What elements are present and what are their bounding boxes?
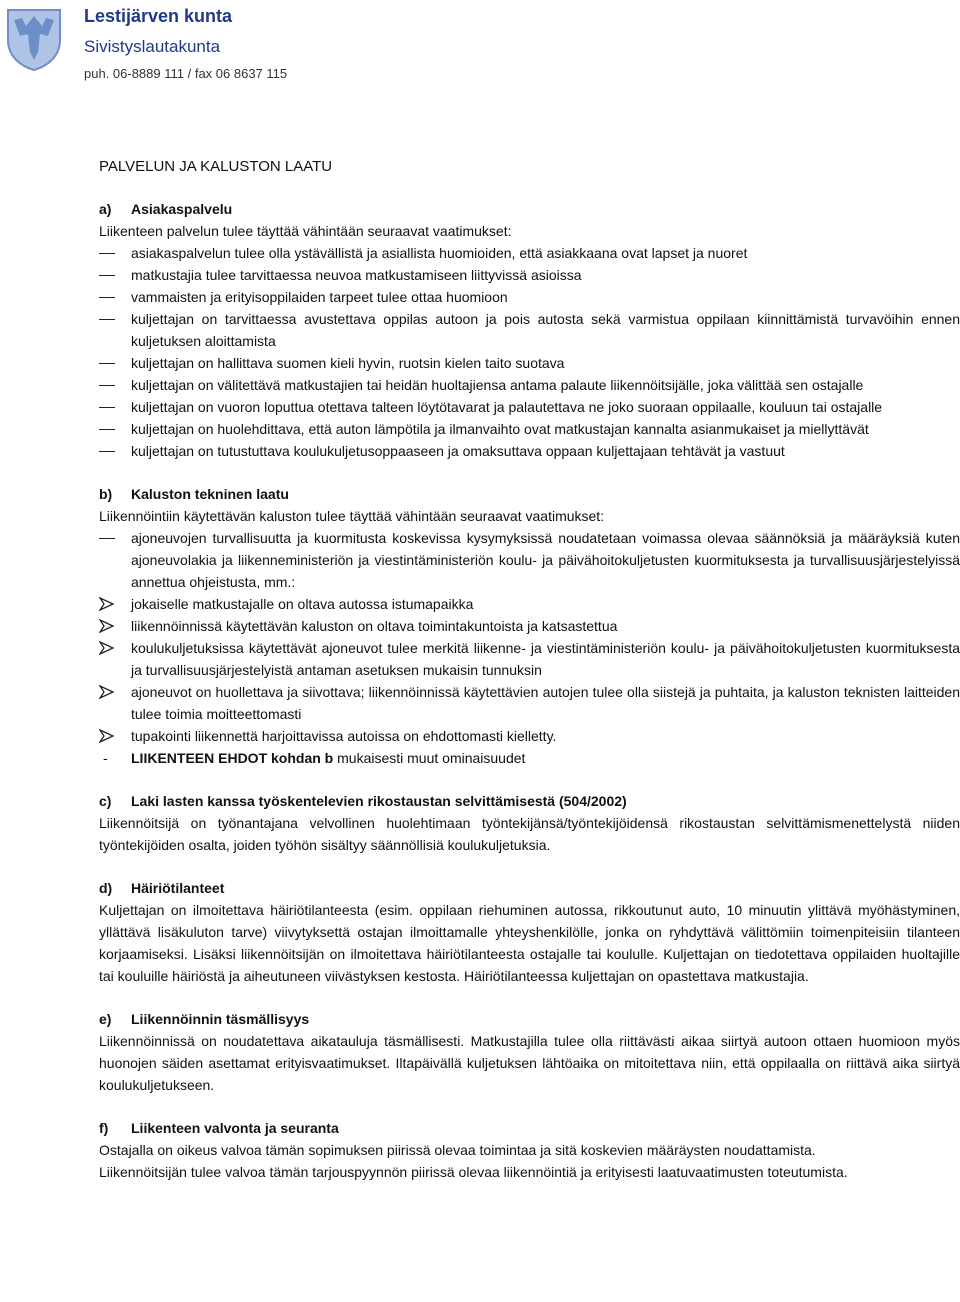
sublist-item-text: mukaisesti muut ominaisuudet <box>333 750 526 766</box>
sublist-item-text: koulukuljetuksissa käytettävät ajoneuvot tulee merkitä liikenne- ja viestintäministeriön koulu- ja päivähoitokuljetusten kuormituksesta ja turvallisuusjärjestelyistä antaman asetuksen mukaisin tunnuksin <box>131 640 960 678</box>
section-text: Liikennöitsijä on työnantajana velvollinen huolehtimaan työntekijänsä/työntekijöidensä rikostaustan selvittämismenettelystä niiden työntekijöiden osalta, joiden työhön sisältyy säännöllisiä koulukuljetuksia. <box>99 815 960 853</box>
requirements-list <box>99 242 960 462</box>
arrow-bullet-icon <box>99 729 115 743</box>
list-item <box>99 396 960 418</box>
list-item <box>99 440 960 462</box>
sublist-item-text: ajoneuvot on huollettava ja siivottava; liikennöinnissä käytettävien autojen tulee olla siistejä ja puhtaita, ja kaluston teknisten laitteiden tulee toimia moitteettomasti <box>131 684 960 722</box>
list-item-text: kuljettajan on tutustuttava koulukuljetusoppaaseen ja omaksuttava oppaan kuljettajaan tehtävät ja vastuut <box>131 443 785 459</box>
section-letter: b) <box>99 486 113 502</box>
section-c <box>99 790 960 856</box>
section-letter: e) <box>99 1011 112 1027</box>
section-heading <box>99 198 960 220</box>
section-title: Häiriötilanteet <box>131 880 225 896</box>
hyphen-bullet: - <box>103 750 108 766</box>
section-title: Asiakaspalvelu <box>131 201 233 217</box>
list-item <box>99 374 960 396</box>
section-heading <box>99 790 960 812</box>
list-item-text: kuljettajan on hallittava suomen kieli hyvin, ruotsin kielen taito suotava <box>131 355 565 371</box>
section-letter: c) <box>99 793 112 809</box>
arrow-bullet-icon <box>99 641 115 655</box>
section-letter: f) <box>99 1120 109 1136</box>
arrow-bullet-icon <box>99 597 115 611</box>
section-intro: Liikennöintiin käytettävän kaluston tulee täyttää vähintään seuraavat vaatimukset: <box>99 508 605 524</box>
section-b <box>99 483 960 769</box>
section-text: Liikennöitsijän tulee valvoa tämän tarjouspyynnön piirissä olevaa liikennöintiä ja erityisesti laatuvaatimusten toteutumista. <box>99 1164 848 1180</box>
sublist-item-text: liikennöinnissä käytettävän kaluston on oltava toimintakuntoista ja katsastettua <box>131 618 618 634</box>
section-heading <box>99 483 960 505</box>
sublist-item <box>99 725 960 747</box>
section-d <box>99 877 960 987</box>
list-item <box>99 264 960 286</box>
sublist-item <box>99 615 960 637</box>
list-item-text: kuljettajan on välitettävä matkustajien tai heidän huoltajiensa antama palaute liikennöitsijälle, joka välittää sen ostajalle <box>131 377 864 393</box>
section-title: Kaluston tekninen laatu <box>131 486 289 502</box>
list-item <box>99 527 960 593</box>
section-heading <box>99 1008 960 1030</box>
sublist-item-text: tupakointi liikennettä harjoittavissa autoissa on ehdottomasti kielletty. <box>131 728 557 744</box>
list-item-text: kuljettajan on huolehdittava, että auton lämpötila ja ilmanvaihto ovat matkustajan kannalta asianmukaiset ja miellyttävät <box>131 421 869 437</box>
list-item-text: kuljettajan on vuoron loputtua otettava talteen löytötavarat ja palautettava ne joko suoraan oppilaalle, kouluun tai ostajalle <box>131 399 883 415</box>
section-letter: d) <box>99 880 113 896</box>
list-item <box>99 242 960 264</box>
section-text: Ostajalla on oikeus valvoa tämän sopimuksen piirissä olevaa toimintaa ja sitä koskevien määräysten noudattamista. <box>99 1142 816 1158</box>
list-item <box>99 352 960 374</box>
requirements-list <box>99 527 960 593</box>
section-title: Liikenteen valvonta ja seuranta <box>131 1120 339 1136</box>
vehicle-requirements-sublist <box>99 593 960 769</box>
list-item-text: vammaisten ja erityisoppilaiden tarpeet tulee ottaa huomioon <box>131 289 508 305</box>
list-item-text: ajoneuvojen turvallisuutta ja kuormitusta koskevissa kysymyksissä noudatetaan voimassa olevaa säännöksiä ja määräyksiä kuten ajoneuvolakia ja liikenneministeriön ja viestintäministeriön koulu- ja päivähoitokuljetusten kuormituksesta ja turvallisuusjärjestelyissä annettua ohjeistusta, mm.: <box>131 530 960 590</box>
section-a <box>99 198 960 462</box>
document-title: PALVELUN JA KALUSTON LAATU <box>99 158 333 175</box>
organization-department: Sivistyslautakunta <box>84 37 221 56</box>
section-heading <box>99 1117 960 1139</box>
section-f <box>99 1117 960 1183</box>
list-item-text: kuljettajan on tarvittaessa avustettava oppilas autoon ja pois autosta sekä varmistua oppilaan kiinnittämistä turvavöihin ennen kuljetuksen aloittamista <box>131 311 960 349</box>
bold-reference: LIIKENTEEN EHDOT kohdan b <box>131 750 334 766</box>
sublist-item <box>99 747 960 769</box>
sublist-item <box>99 681 960 725</box>
sublist-item <box>99 637 960 681</box>
section-text: Kuljettajan on ilmoitettava häiriötilanteesta (esim. oppilaan riehuminen autossa, rikkoutunut auto, 10 minuutin ylittävä myöhästyminen, yllättävä lisäkuluton tarve) viivytyksettä ostajan ilmoittamalle yhteyshenkilölle, jonka on ryhdyttävä välittömiin toimenpiteisiin tilanteen korjaamiseksi. Lisäksi liikennöitsijän on ilmoitettava häiriötilanteesta ostajalle tai koululle. Kuljettajan on tiedotettava oppilaiden huoltajille tai kouluille häiriöstä ja aiheutuneen viivästyksen kestosta. Häiriötilanteessa kuljettajan on opastettava matkustajia. <box>99 902 960 984</box>
arrow-bullet-icon <box>99 685 115 699</box>
section-letter: a) <box>99 201 112 217</box>
list-item <box>99 308 960 352</box>
document-body <box>99 156 960 1204</box>
sublist-item <box>99 593 960 615</box>
list-item-text: matkustajia tulee tarvittaessa neuvoa matkustamiseen liittyvissä asioissa <box>131 267 582 283</box>
section-e <box>99 1008 960 1096</box>
list-item <box>99 418 960 440</box>
contact-phone: puh. 06-8889 111 / fax 06 8637 115 <box>84 66 288 81</box>
municipal-crest-icon <box>4 6 64 72</box>
section-intro: Liikenteen palvelun tulee täyttää vähintään seuraavat vaatimukset: <box>99 223 512 239</box>
section-heading <box>99 877 960 899</box>
section-title: Liikennöinnin täsmällisyys <box>131 1011 310 1027</box>
section-title: Laki lasten kanssa työskentelevien rikostaustan selvittämisestä (504/2002) <box>131 793 627 809</box>
list-item <box>99 286 960 308</box>
sublist-item-text: jokaiselle matkustajalle on oltava autossa istumapaikka <box>131 596 474 612</box>
letterhead <box>0 0 960 96</box>
arrow-bullet-icon <box>99 619 115 633</box>
section-text: Liikennöinnissä on noudatettava aikatauluja täsmällisesti. Matkustajilla tulee olla riittävästi aikaa siirtyä autoon ottaen huomioon myös huonojen säiden asettamat erityisvaatimukset. Iltapäivällä kuljetuksen lähtöaika on mitoitettava niin, että oppilaalla on riittävä aika siirtyä koulukuljetukseen. <box>99 1033 960 1093</box>
list-item-text: asiakaspalvelun tulee olla ystävällistä ja asiallista huomioiden, että asiakkaana ovat lapset ja nuoret <box>131 245 748 261</box>
organization-name: Lestijärven kunta <box>84 6 233 26</box>
